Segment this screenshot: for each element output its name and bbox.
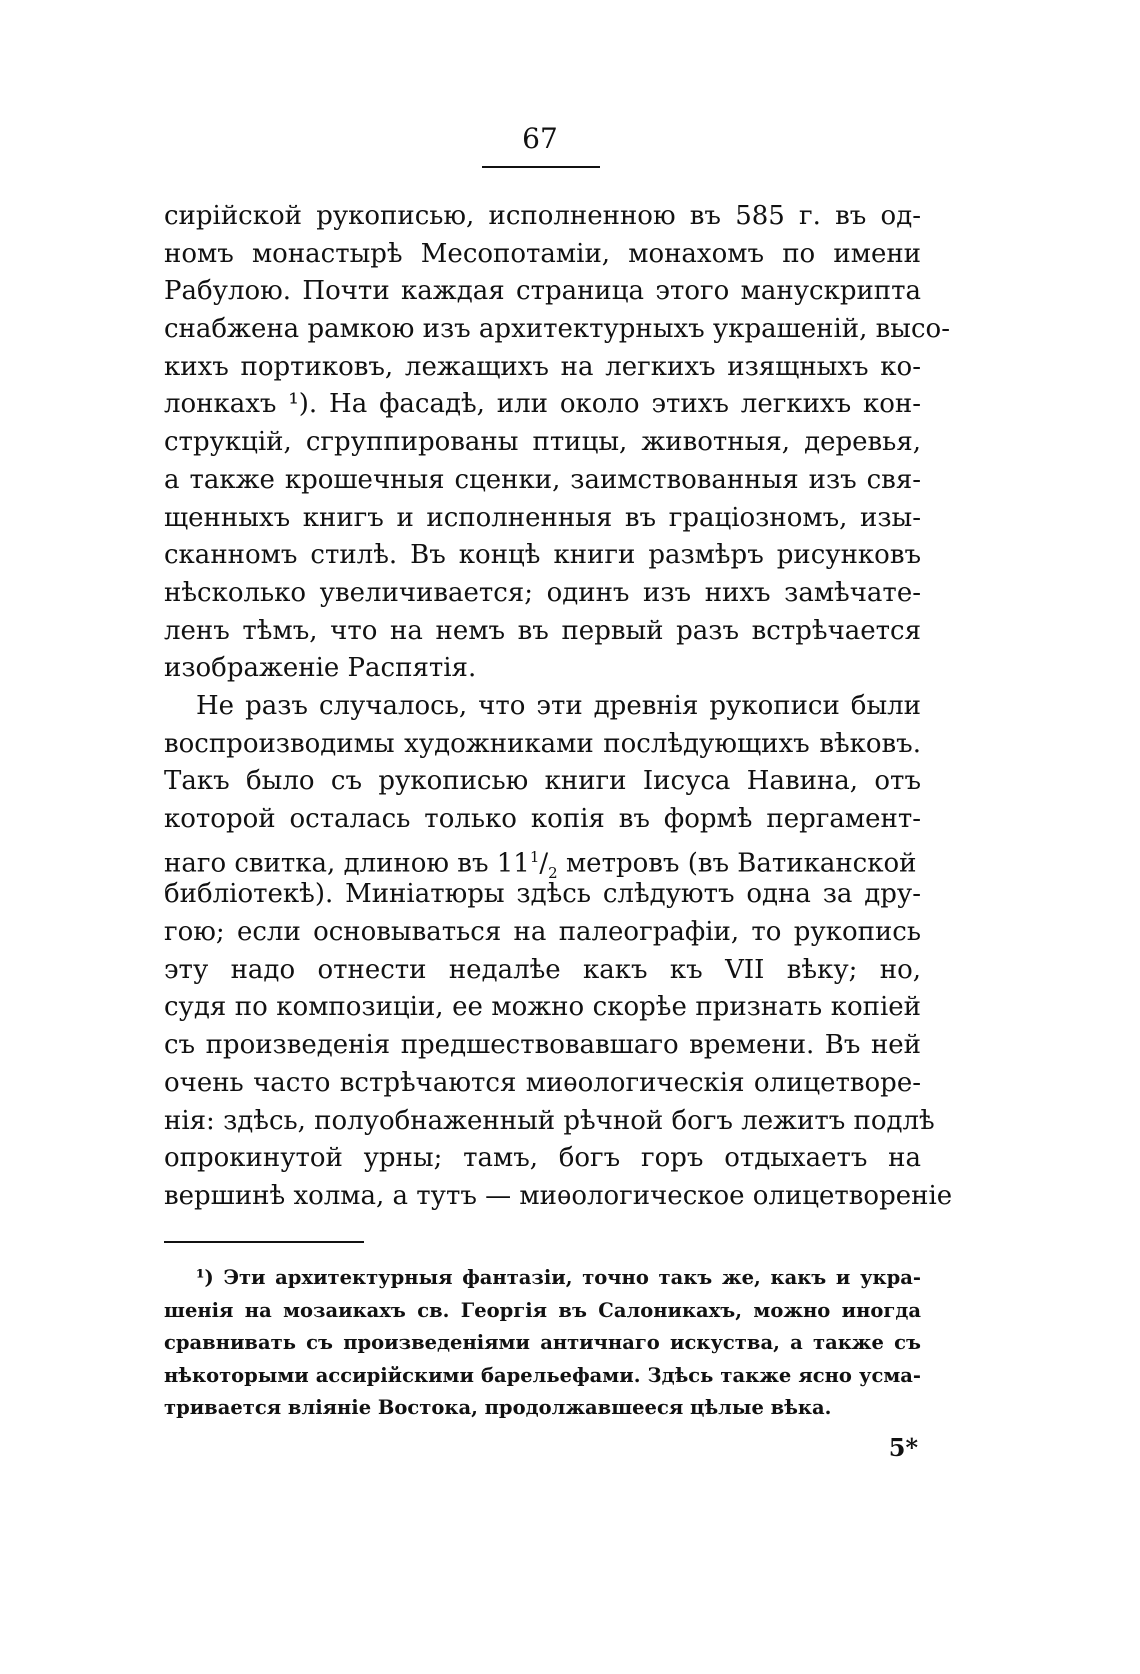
footnote-rule	[164, 1241, 364, 1243]
text-line: нѣсколько увеличивается; одинъ изъ нихъ замѣчате-	[164, 577, 921, 608]
text-line: ленъ тѣмъ, что на немъ въ первый разъ встрѣчается	[164, 615, 921, 646]
text-line: опрокинутой урны; тамъ, богъ горъ отдыхаетъ на	[164, 1143, 921, 1174]
text-line: изображеніе Распятія.	[164, 653, 477, 684]
signature-mark: 5*	[888, 1433, 918, 1462]
paragraph-start-line: Не разъ случалось, что эти древнія рукописи были	[196, 690, 921, 721]
line-part-before: наго свитка, длиною въ 11	[164, 848, 530, 879]
text-line: нія: здѣсь, полуобнаженный рѣчной богъ лежитъ подлѣ	[164, 1105, 935, 1136]
footnote-line: нѣкоторыми ассирійскими барельефами. Здѣсь также ясно усма-	[164, 1363, 921, 1387]
text-line: Такъ было съ рукописью книги Іисуса Навина, отъ	[164, 766, 921, 797]
text-line: библіотекѣ). Миніатюры здѣсь слѣдуютъ одна за дру-	[164, 879, 921, 910]
text-line: эту надо отнести недалѣе какъ къ VII вѣку; но,	[164, 954, 921, 985]
text-line: кихъ портиковъ, лежащихъ на легкихъ изящныхъ ко-	[164, 351, 921, 382]
text-line: воспроизводимы художниками послѣдующихъ вѣковъ.	[164, 728, 921, 759]
text-line: очень часто встрѣчаются миѳологическія олицетворе-	[164, 1067, 921, 1098]
text-line: Рабулою. Почти каждая страница этого манускрипта	[164, 276, 921, 307]
footnote	[164, 1262, 921, 1425]
footnote-line: тривается вліяніе Востока, продолжавшееся цѣлые вѣка.	[164, 1396, 832, 1419]
text-line: а также крошечныя сценки, заимствованныя изъ свя-	[164, 464, 921, 495]
text-line: щенныхъ книгъ и исполненныя въ граціозномъ, изы-	[164, 502, 921, 533]
page-number: 67	[522, 122, 558, 155]
text-line: лонкахъ ¹). На фасадѣ, или около этихъ легкихъ кон-	[164, 389, 921, 420]
text-line: гою; если основываться на палеографіи, то рукопись	[164, 917, 921, 948]
text-line: номъ монастырѣ Месопотаміи, монахомъ по имени	[164, 238, 921, 269]
footnote-line: ¹) Эти архитектурныя фантазіи, точно такъ же, какъ и укра-	[196, 1266, 921, 1289]
text-line: сканномъ стилѣ. Въ концѣ книги размѣръ рисунковъ	[164, 540, 921, 571]
header-rule	[482, 166, 600, 168]
text-line-with-fraction	[164, 839, 921, 882]
footnote-line: шенія на мозаикахъ св. Георгія въ Салоникахъ, можно иногда	[164, 1298, 921, 1322]
text-line: вершинѣ холма, а тутъ — миѳологическое олицетвореніе	[164, 1180, 953, 1211]
text-line: судя по композиціи, ее можно скорѣе признать копіей	[164, 992, 921, 1023]
text-line: струкцій, сгруппированы птицы, животныя, деревья,	[164, 427, 921, 458]
footnote-line: сравнивать съ произведеніями античнаго искуства, а также съ	[164, 1331, 921, 1354]
line-part-after: метровъ (въ Ватиканской	[557, 848, 917, 879]
text-line: съ произведенія предшествовавшаго времени. Въ ней	[164, 1030, 921, 1061]
main-text	[164, 198, 953, 1216]
text-line: которой осталась только копія въ формѣ пергамент-	[164, 804, 921, 834]
text-line: снабжена рамкою изъ архитектурныхъ украшеній, высо-	[164, 314, 950, 345]
text-line: сирійской рукописью, исполненною въ 585 г. въ од-	[164, 201, 921, 231]
fraction-denominator: 2	[548, 863, 558, 882]
fraction-slash: /	[539, 848, 549, 879]
fraction-numerator: 1	[529, 847, 540, 866]
